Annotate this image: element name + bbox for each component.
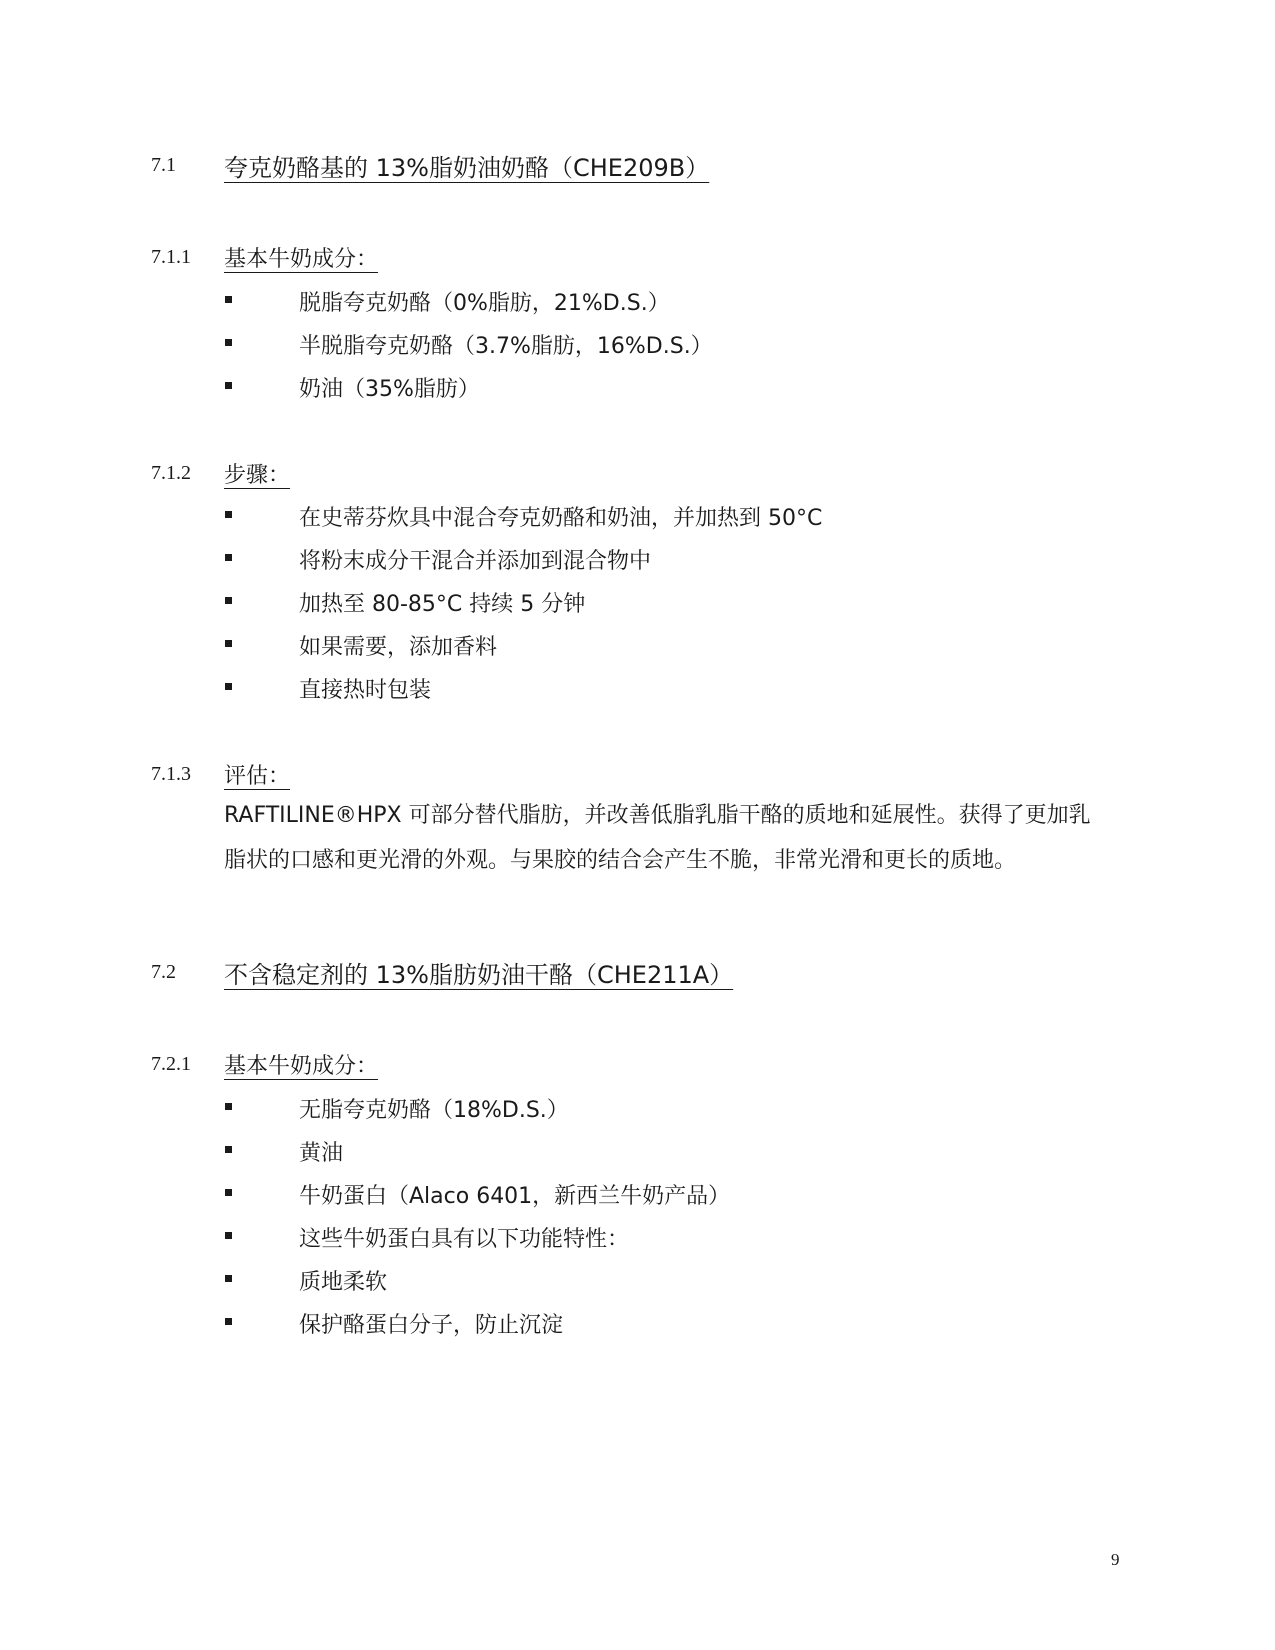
list-item-text: 在史蒂芬炊具中混合夸克奶酪和奶油，并加热到 50°C [299, 506, 823, 531]
bullet-square-icon [225, 1189, 232, 1196]
list-item [0, 1093, 1275, 1125]
list-item-text: 脱脂夸克奶酪（0%脂肪，21%D.S.） [299, 291, 670, 316]
bullet-square-icon [225, 296, 232, 303]
list-item [0, 587, 1275, 619]
list-item [0, 1222, 1275, 1254]
bullet-square-icon [225, 339, 232, 346]
section-number: 7.2 [151, 961, 176, 983]
list-item-text: 这些牛奶蛋白具有以下功能特性： [299, 1227, 630, 1252]
list-item [0, 501, 1275, 533]
bullet-square-icon [225, 1146, 232, 1153]
paragraph-line: 脂状的口感和更光滑的外观。与果胶的结合会产生不脆，非常光滑和更长的质地。 [224, 848, 1017, 873]
list-item-text: 保护酪蛋白分子，防止沉淀 [299, 1313, 564, 1338]
list-item-text: 如果需要，添加香料 [299, 635, 498, 660]
list-item [0, 1136, 1275, 1168]
subsection-title: 评估： [224, 764, 291, 789]
section-title: 夸克奶酪基的 13%脂奶油奶酪（CHE209B） [224, 154, 710, 182]
bullet-square-icon [225, 554, 232, 561]
subsection-number: 7.1.2 [151, 462, 191, 484]
bullet-square-icon [225, 683, 232, 690]
bullet-square-icon [225, 511, 232, 518]
bullet-square-icon [225, 640, 232, 647]
subsection-number: 7.1.1 [151, 246, 191, 268]
subsection-number: 7.1.3 [151, 763, 191, 785]
bullet-square-icon [225, 1275, 232, 1282]
list-item-text: 奶油（35%脂肪） [299, 377, 480, 402]
list-item-text: 半脱脂夸克奶酪（3.7%脂肪，16%D.S.） [299, 334, 713, 359]
bullet-square-icon [225, 1318, 232, 1325]
list-item-text: 加热至 80-85°C 持续 5 分钟 [299, 592, 586, 617]
list-item-text: 黄油 [299, 1141, 344, 1166]
list-item-text: 质地柔软 [299, 1270, 388, 1295]
list-item-text: 将粉末成分干混合并添加到混合物中 [299, 549, 652, 574]
list-item [0, 286, 1275, 318]
evaluation-paragraph [224, 793, 1124, 883]
list-item [0, 1179, 1275, 1211]
list-item [0, 630, 1275, 662]
bullet-square-icon [225, 1232, 232, 1239]
subsection-title: 步骤： [224, 463, 291, 488]
list-item [0, 1308, 1275, 1340]
section-title: 不含稳定剂的 13%脂肪奶油干酪（CHE211A） [224, 961, 734, 989]
bullet-square-icon [225, 382, 232, 389]
list-item-text: 无脂夸克奶酪（18%D.S.） [299, 1098, 569, 1123]
page-number: 9 [1111, 1550, 1120, 1569]
subsection-title: 基本牛奶成分： [224, 247, 379, 272]
list-item [0, 329, 1275, 361]
list-item [0, 1265, 1275, 1297]
list-item [0, 673, 1275, 705]
bullet-square-icon [225, 597, 232, 604]
subsection-title: 基本牛奶成分： [224, 1054, 379, 1079]
list-item-text: 直接热时包装 [299, 678, 432, 703]
bullet-square-icon [225, 1103, 232, 1110]
list-item [0, 544, 1275, 576]
subsection-number: 7.2.1 [151, 1053, 191, 1075]
list-item-text: 牛奶蛋白（Alaco 6401，新西兰牛奶产品） [299, 1184, 731, 1209]
section-number: 7.1 [151, 154, 176, 176]
paragraph-line: RAFTILINE®HPX 可部分替代脂肪，并改善低脂乳脂干酪的质地和延展性。获得了更加乳 [224, 803, 1091, 828]
list-item [0, 372, 1275, 404]
